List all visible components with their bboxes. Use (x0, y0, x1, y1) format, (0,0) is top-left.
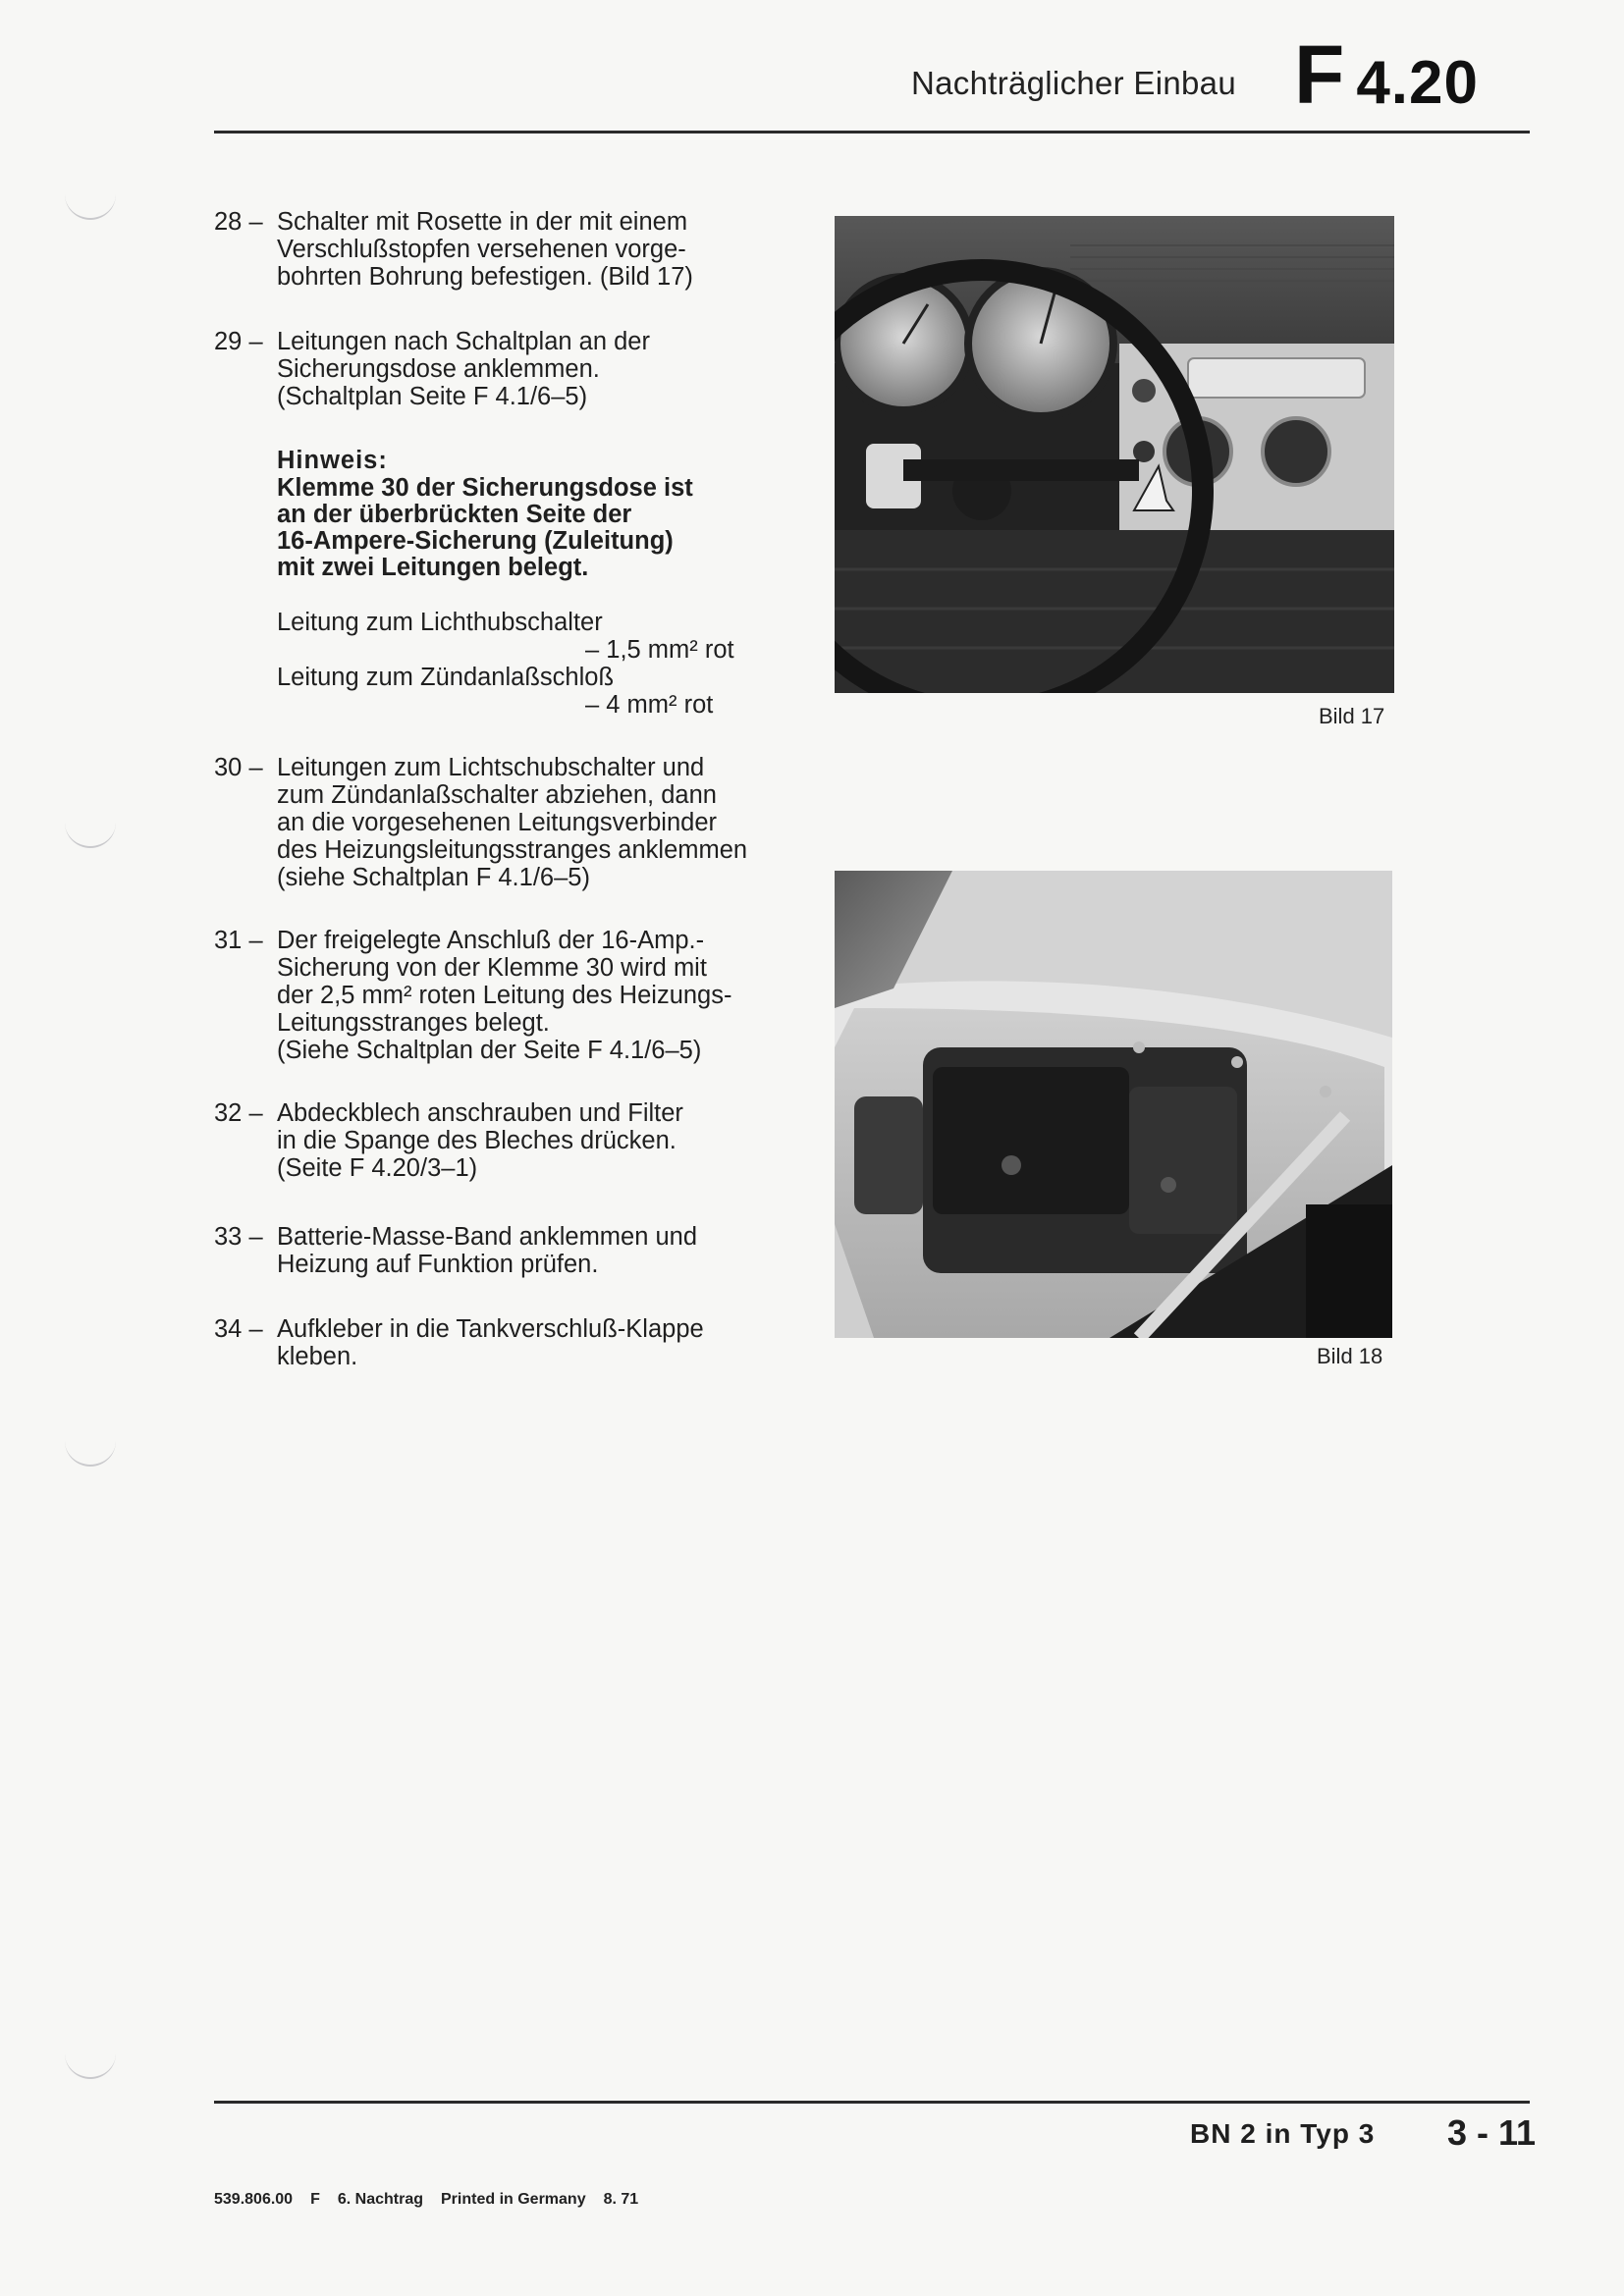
step-number: 32 – (214, 1099, 263, 1127)
figure-18-engine-compartment-photo (835, 871, 1392, 1338)
figure-17-caption: Bild 17 (1319, 704, 1385, 728)
step-text-line: Der freigelegte Anschluß der 16-Amp.- (277, 927, 705, 954)
wire-label: Leitung zum Zündanlaßschloß (277, 664, 615, 691)
step-text-line: Sicherungsdose anklemmen. (277, 355, 600, 383)
footer-page-number: 3 - 11 (1447, 2112, 1537, 2153)
step-number: 29 – (214, 328, 263, 355)
step-text-line: der 2,5 mm² roten Leitung des Heizungs- (277, 982, 732, 1009)
step-text-line: Aufkleber in die Tankverschluß-Klappe (277, 1315, 704, 1343)
step-text-line: kleben. (277, 1343, 358, 1370)
step-text-line: Verschlußstopfen versehenen vorge- (277, 236, 686, 263)
punch-mark (65, 817, 116, 848)
step-text-line: Sicherung von der Klemme 30 wird mit (277, 954, 707, 982)
step-number: 34 – (214, 1315, 263, 1343)
footer-rule (214, 2101, 1530, 2104)
punch-mark (65, 2048, 116, 2079)
engine-compartment-illustration (835, 871, 1392, 1338)
step-text-line: (Siehe Schaltplan der Seite F 4.1/6–5) (277, 1037, 702, 1064)
page-header-title: Nachträglicher Einbau (911, 65, 1236, 101)
print-code: 539.806.00 (214, 2191, 294, 2208)
figure-17-dashboard-photo (835, 216, 1394, 693)
hint-line: Klemme 30 der Sicherungsdose ist (277, 474, 693, 502)
hint-block (277, 448, 693, 581)
step-text-line: (Seite F 4.20/3–1) (277, 1154, 478, 1182)
step-text-line: in die Spange des Bleches drücken. (277, 1127, 677, 1154)
print-date: 8. 71 (603, 2191, 639, 2208)
step-text-line: zum Zündanlaßschalter abziehen, dann (277, 781, 717, 809)
step-text-line: Heizung auf Funktion prüfen. (277, 1251, 599, 1278)
print-info (214, 2191, 656, 2209)
footer-model: BN 2 in Typ 3 (1190, 2118, 1376, 2149)
step-number: 30 – (214, 754, 263, 781)
dashboard-illustration (835, 216, 1394, 693)
print-section: F (310, 2191, 320, 2208)
header-rule (214, 131, 1530, 133)
print-origin: Printed in Germany (441, 2191, 586, 2208)
step-text-line: (Schaltplan Seite F 4.1/6–5) (277, 383, 588, 410)
step-text-line: an die vorgesehenen Leitungsverbinder (277, 809, 717, 836)
step-number: 28 – (214, 208, 263, 236)
step-text-line: (siehe Schaltplan F 4.1/6–5) (277, 864, 590, 891)
step-text-line: Leitungen nach Schaltplan an der (277, 328, 650, 355)
section-number: 4.20 (1356, 49, 1479, 117)
step-text-line: bohrten Bohrung befestigen. (Bild 17) (277, 263, 693, 291)
step-text-line: Abdeckblech anschrauben und Filter (277, 1099, 683, 1127)
figure-18-caption: Bild 18 (1317, 1344, 1383, 1368)
step-number: 33 – (214, 1223, 263, 1251)
wire-label: Leitung zum Lichthubschalter (277, 609, 603, 636)
print-supplement: 6. Nachtrag (337, 2191, 423, 2208)
punch-mark (65, 1435, 116, 1467)
hint-line: 16-Ampere-Sicherung (Zuleitung) (277, 527, 674, 555)
hint-heading: Hinweis: (277, 447, 388, 474)
section-letter: F (1294, 28, 1345, 121)
wire-specs (277, 609, 734, 719)
step-text-line: Batterie-Masse-Band anklemmen und (277, 1223, 698, 1251)
wire-spec: – 1,5 mm² rot (585, 636, 734, 664)
wire-spec: – 4 mm² rot (585, 691, 714, 719)
step-number: 31 – (214, 927, 263, 954)
step-text-line: Schalter mit Rosette in der mit einem (277, 208, 688, 236)
section-code (1294, 28, 1479, 125)
step-text-line: Leitungsstranges belegt. (277, 1009, 550, 1037)
hint-line: an der überbrückten Seite der (277, 501, 632, 528)
step-text-line: des Heizungsleitungsstranges anklemmen (277, 836, 748, 864)
step-text-line: Leitungen zum Lichtschubschalter und (277, 754, 705, 781)
punch-mark (65, 188, 116, 220)
hint-line: mit zwei Leitungen belegt. (277, 554, 589, 581)
